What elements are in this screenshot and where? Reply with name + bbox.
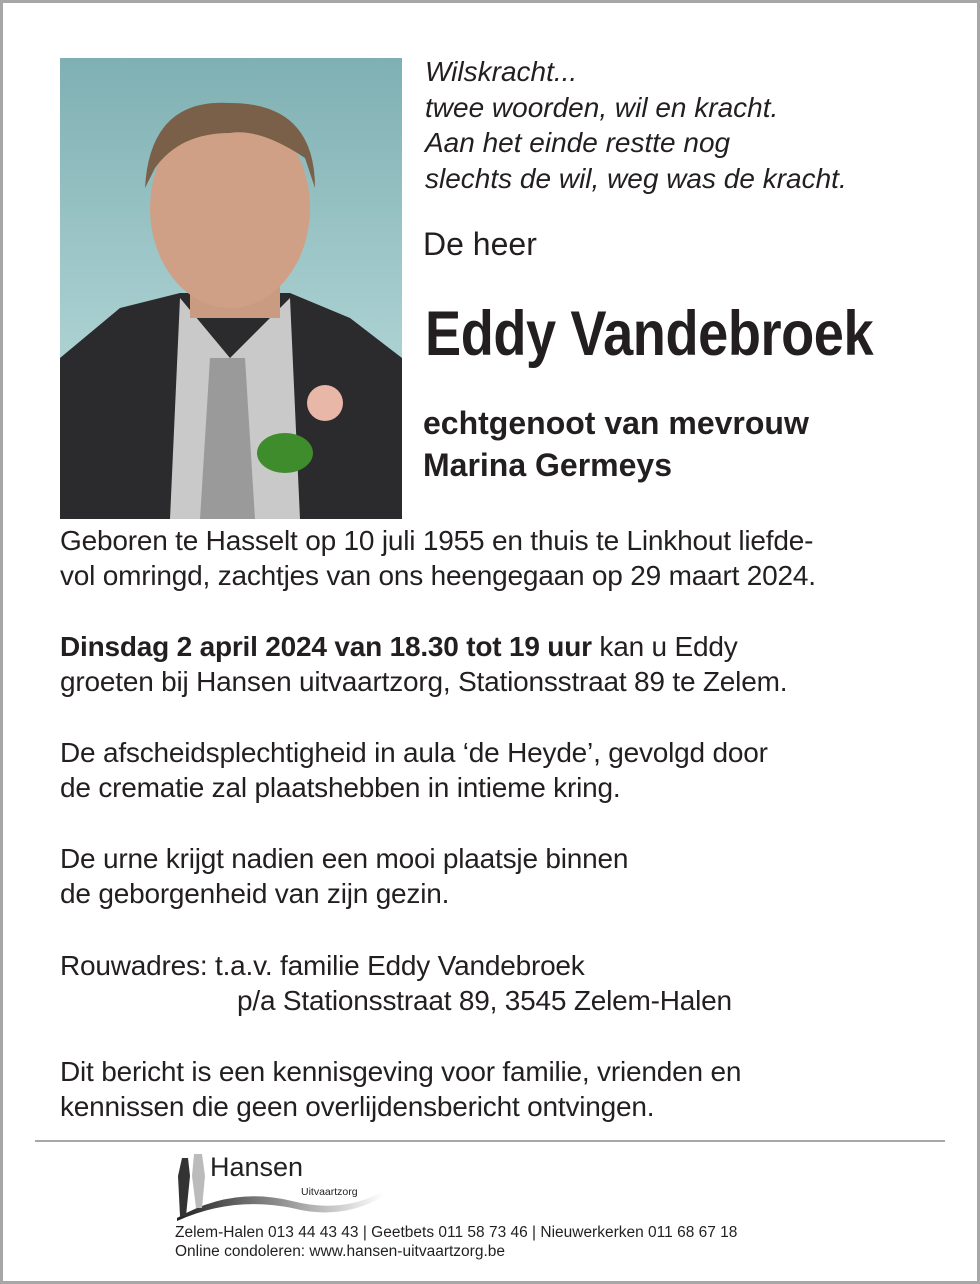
poem-line: Aan het einde restte nog <box>425 127 731 158</box>
ceremony-paragraph <box>60 735 768 805</box>
poem-line: slechts de wil, weg was de kracht. <box>425 162 847 194</box>
text-line <box>60 629 787 664</box>
text: kan u Eddy <box>591 631 738 662</box>
title-prefix: De heer <box>423 226 537 262</box>
portrait-photo <box>60 58 402 519</box>
visit-paragraph <box>60 629 787 699</box>
spouse-line: echtgenoot van mevrouw <box>423 405 809 441</box>
text: t.a.v. familie Eddy Vandebroek <box>207 950 585 981</box>
text-line: De afscheidsplechtigheid in aula ‘de Heyde’, gevolgd door <box>60 737 768 768</box>
footer <box>175 1223 737 1261</box>
text-line: Geboren te Hasselt op 10 juli 1955 en thuis te Linkhout liefde- <box>60 525 814 556</box>
text-line: groeten bij Hansen uitvaartzorg, Stationsstraat 89 te Zelem. <box>60 666 788 697</box>
text-line: Dit bericht is een kennisgeving voor familie, vrienden en <box>60 1056 742 1087</box>
text-line: De urne krijgt nadien een mooi plaatsje binnen <box>60 843 629 874</box>
text-line: p/a Stationsstraat 89, 3545 Zelem-Halen <box>237 985 732 1016</box>
address-label: Rouwadres: <box>60 950 208 981</box>
visit-time: Dinsdag 2 april 2024 van 18.30 tot 19 uur <box>60 631 592 662</box>
footer-phones: Zelem-Halen 013 44 43 43 | Geetbets 011 58 73 46 | Nieuwerkerken 011 68 67 18 <box>175 1224 738 1241</box>
divider <box>35 1140 945 1142</box>
hansen-logo <box>172 1146 387 1221</box>
notice-paragraph <box>60 1054 741 1124</box>
poem-line: twee woorden, wil en kracht. <box>425 91 779 123</box>
address-paragraph <box>60 948 732 1018</box>
poem-line: Wilskracht... <box>425 56 578 87</box>
spouse <box>423 402 809 486</box>
spouse-name: Marina Germeys <box>423 447 673 483</box>
text-line: de crematie zal plaatshebben in intieme kring. <box>60 772 621 803</box>
text-line: de geborgenheid van zijn gezin. <box>60 878 450 909</box>
footer-website: Online condoleren: www.hansen-uitvaartzorg.be <box>175 1243 505 1260</box>
birth-paragraph <box>60 523 816 593</box>
deceased-name: Eddy Vandebroek <box>425 299 874 369</box>
poem <box>425 54 847 196</box>
text-line: kennissen die geen overlijdensbericht ontvingen. <box>60 1091 655 1122</box>
urn-paragraph <box>60 841 628 911</box>
logo-subtitle: Uitvaartzorg <box>301 1186 358 1198</box>
text-line: vol omringd, zachtjes van ons heengegaan op 29 maart 2024. <box>60 560 816 591</box>
text-line <box>60 948 732 983</box>
logo-name: Hansen <box>210 1152 304 1182</box>
